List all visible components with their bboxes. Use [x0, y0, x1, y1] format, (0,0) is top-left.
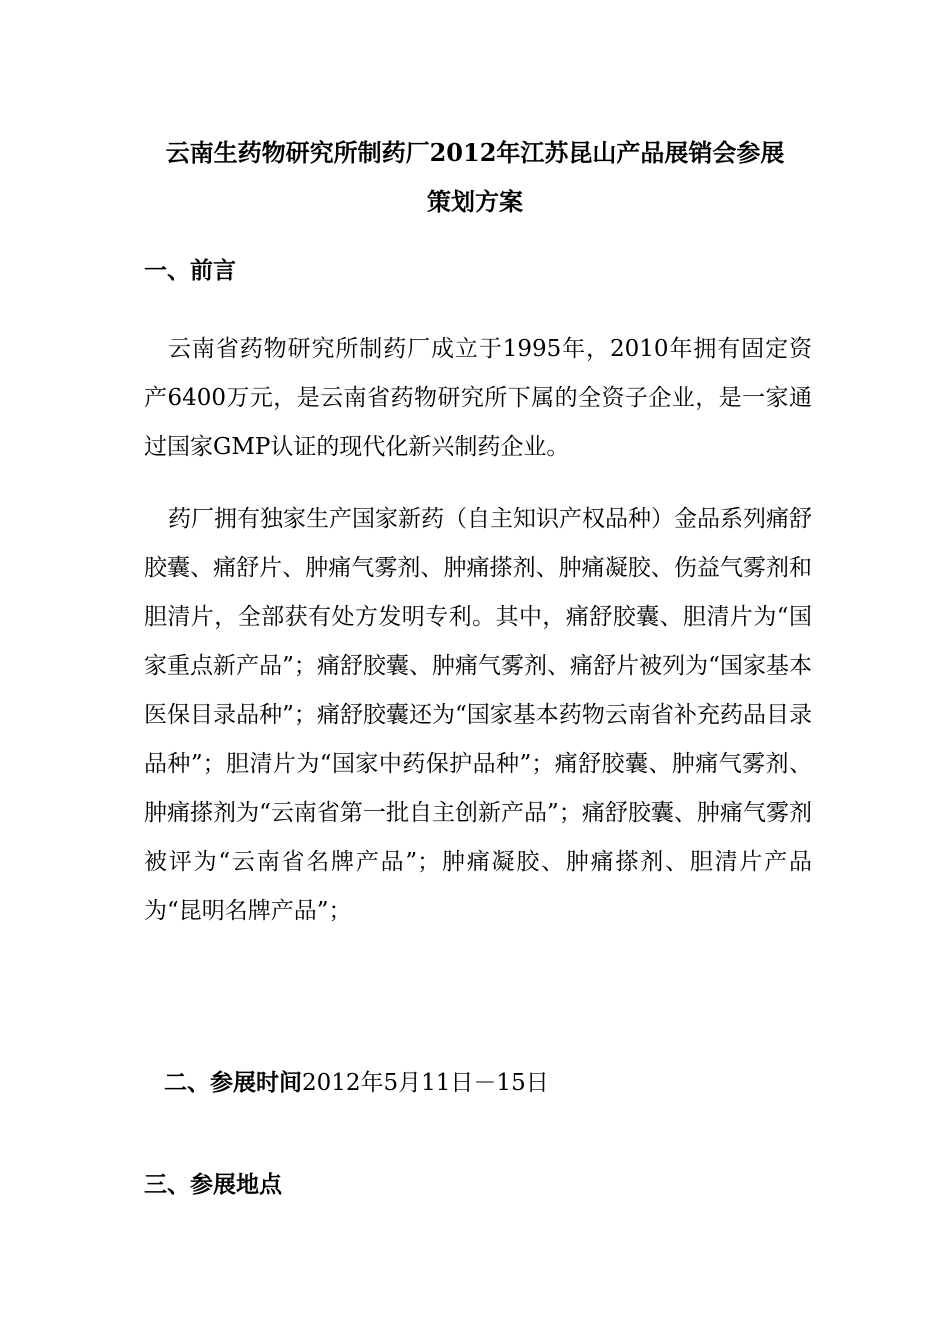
section-heading-preface: 一、前言 [144, 257, 236, 284]
document-title-line1: 云南生药物研究所制药厂2012年江苏昆山产品展销会参展 [165, 138, 785, 167]
document-title-line2: 策划方案 [427, 187, 523, 216]
section-heading-location: 三、参展地点 [144, 1171, 282, 1198]
preface-paragraph-2: 药厂拥有独家生产国家新药（自主知识产权品种）金品系列痛舒胶囊、痛舒片、肿痛气雾剂、肿痛搽剂、肿痛凝胶、伤益气雾剂和胆清片，全部获有处方发明专利。其中，痛舒胶囊、胆清片为“国家重点新产品”；痛舒胶囊、肿痛气雾剂、痛舒片被列为“国家基本医保目录品种”；痛舒胶囊还为“国家基本药物云南省补充药品目录品种”；胆清片为“国家中药保护品种”；痛舒胶囊、肿痛气雾剂、肿痛搽剂为“云南省第一批自主创新产品”；痛舒胶囊、肿痛气雾剂被评为“云南省名牌产品”；肿痛凝胶、肿痛搽剂、胆清片产品为“昆明名牌产品”； [144, 506, 812, 924]
section-exhibition-time [164, 1068, 549, 1098]
exhibition-time-value: 2012年5月11日－15日 [302, 1070, 549, 1096]
section-heading-time: 二、参展时间 [164, 1069, 302, 1096]
preface-paragraph-1: 云南省药物研究所制药厂成立于1995年，2010年拥有固定资产6400万元，是云南省药物研究所下属的全资子企业，是一家通过国家GMP认证的现代化新兴制药企业。 [144, 336, 812, 460]
